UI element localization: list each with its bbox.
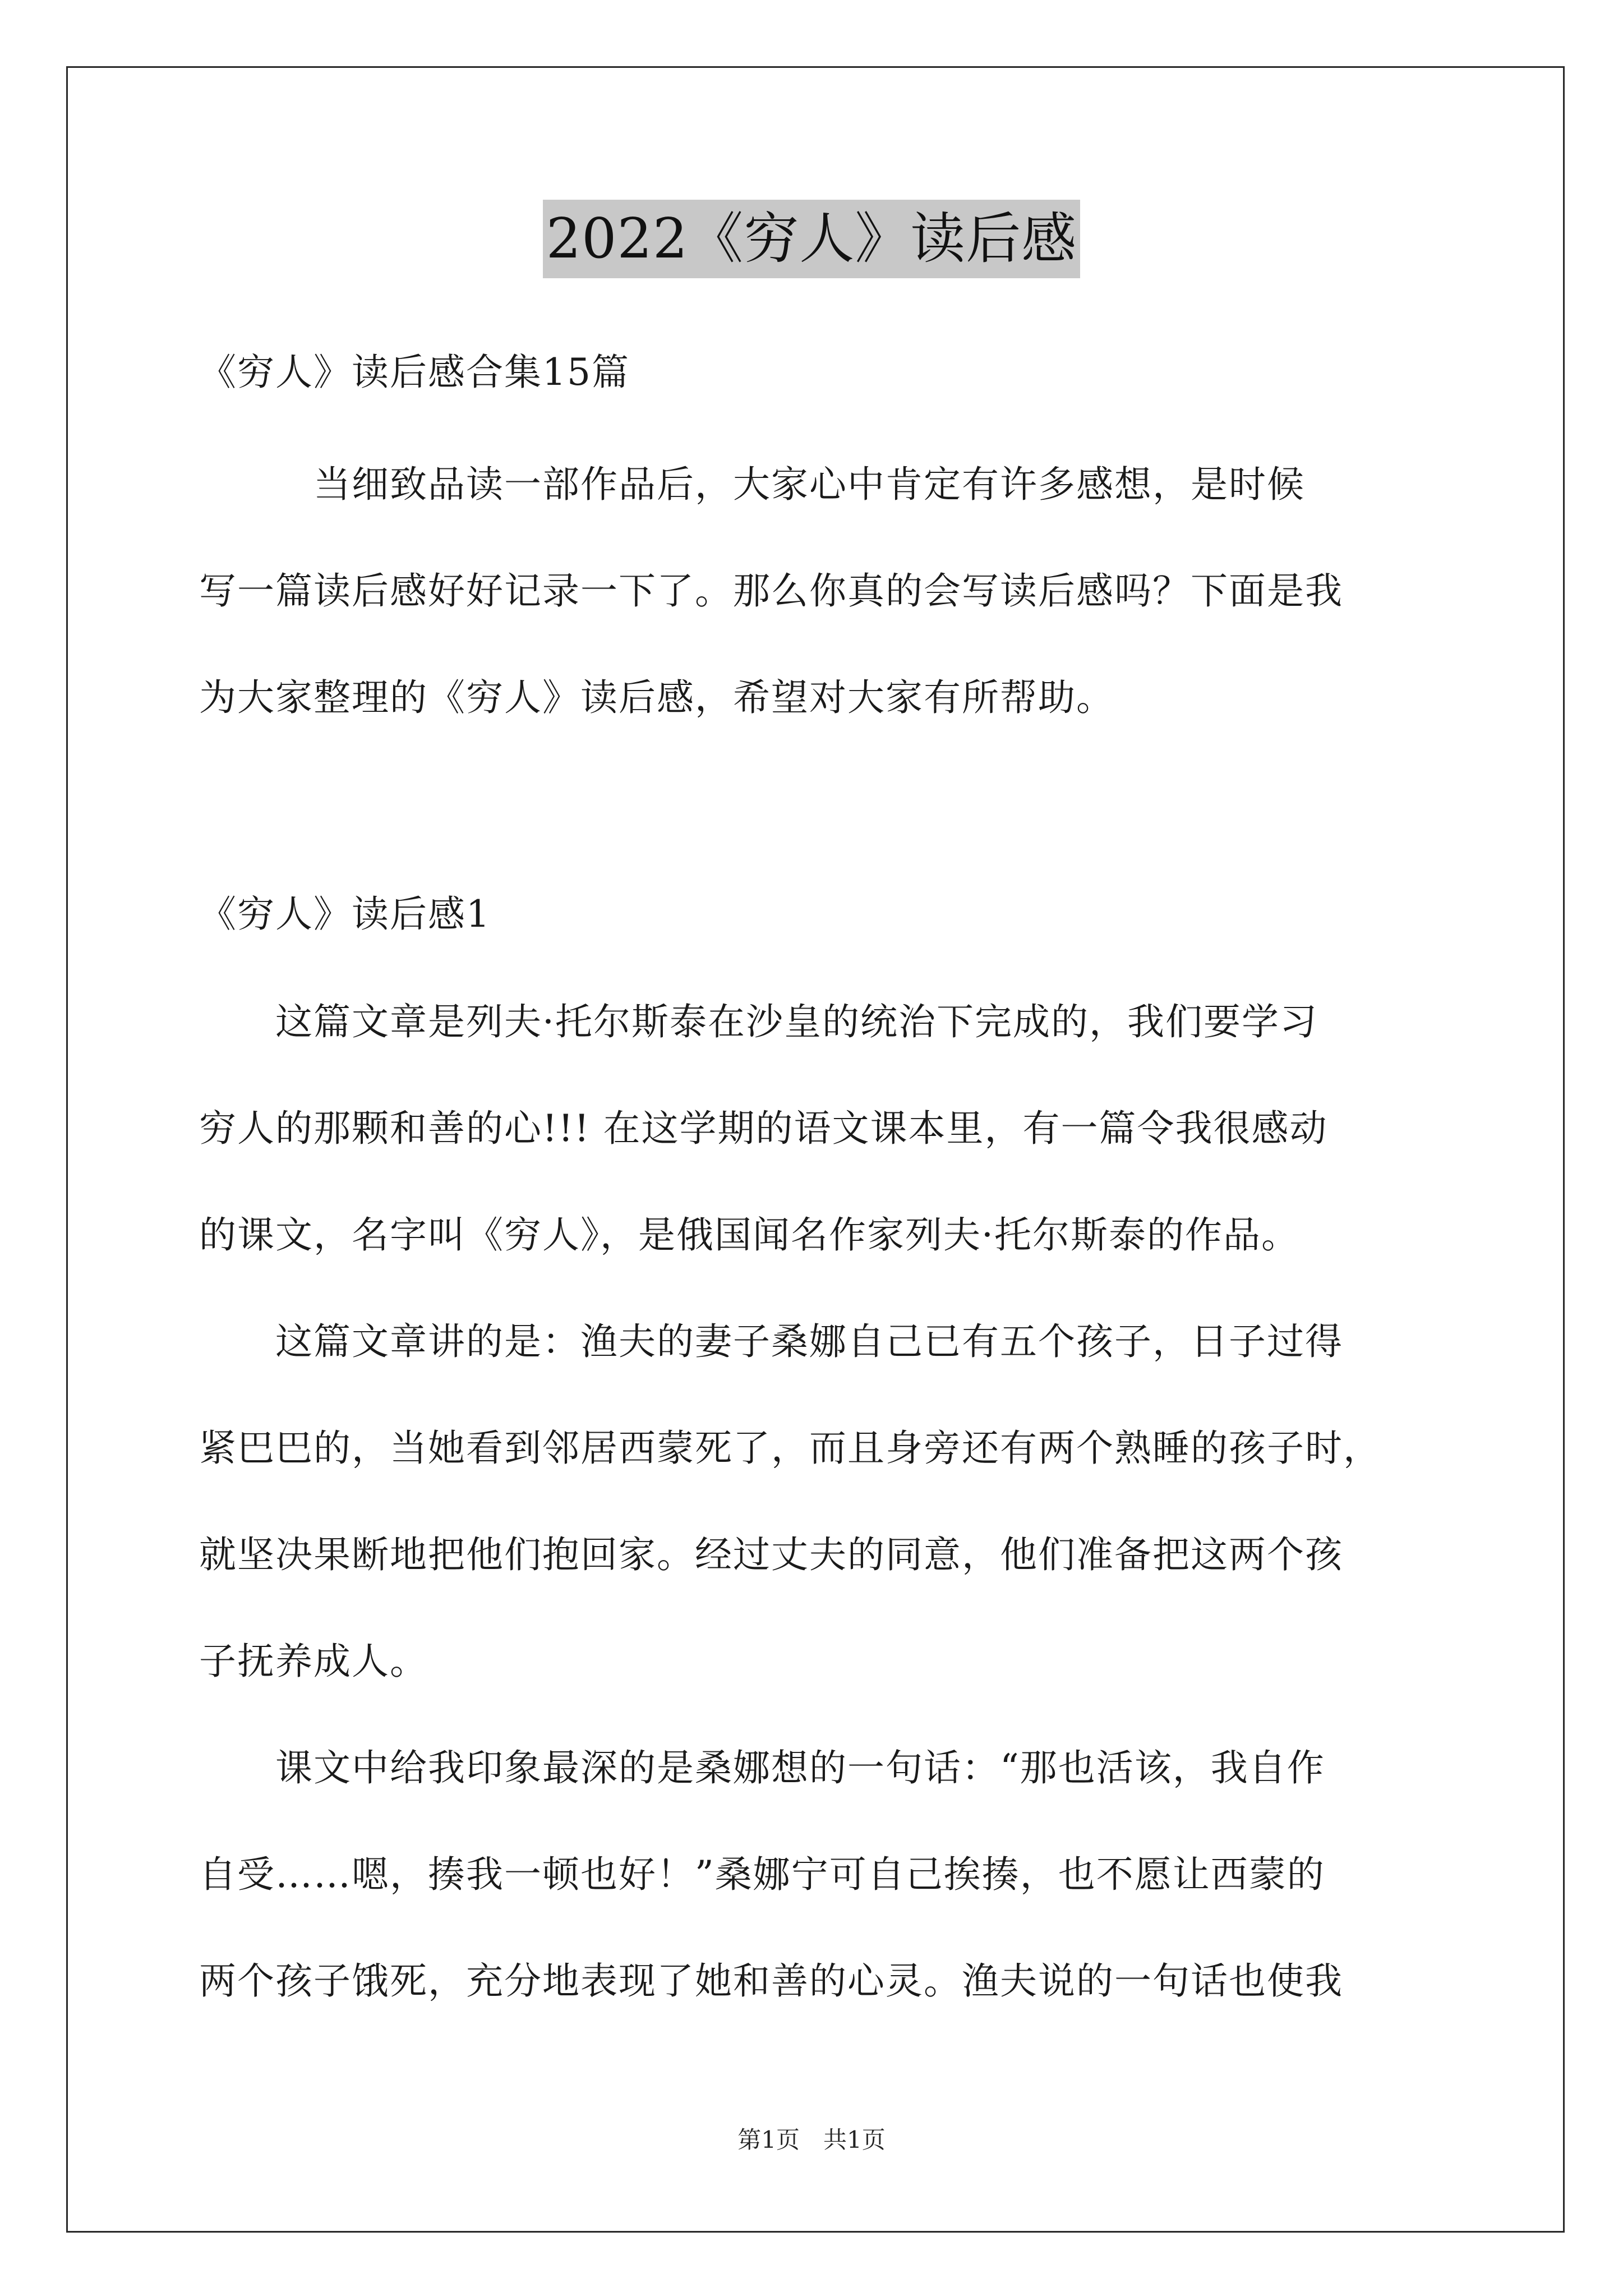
section-heading: 《穷人》读后感1 — [199, 892, 491, 936]
body-line-5: 紧巴巴的，当她看到邻居西蒙死了，而且身旁还有两个熟睡的孩子时， — [199, 1427, 1381, 1470]
body-line-4: 这篇文章讲的是：渔夫的妻子桑娜自己已有五个孩子，日子过得 — [199, 1320, 1343, 1363]
body-line-1: 这篇文章是列夫·托尔斯泰在沙皇的统治下完成的，我们要学习 — [199, 1000, 1318, 1043]
body-line-10: 两个孩子饿死，充分地表现了她和善的心灵。渔夫说的一句话也使我 — [199, 1959, 1343, 2003]
body-line-8: 课文中给我印象最深的是桑娜想的一句话：“那也活该，我自作 — [199, 1746, 1325, 1789]
intro-line-2: 写一篇读后感好好记录一下了。那么你真的会写读后感吗？下面是我 — [199, 569, 1343, 613]
intro-line-1: 当细致品读一部作品后，大家心中肯定有许多感想，是时候 — [199, 463, 1305, 506]
title-container — [0, 200, 1623, 278]
body-line-7: 子抚养成人。 — [199, 1640, 428, 1683]
subtitle-line: 《穷人》读后感合集15篇 — [199, 351, 630, 394]
body-line-3: 的课文，名字叫《穷人》，是俄国闻名作家列夫·托尔斯泰的作品。 — [199, 1213, 1299, 1257]
body-line-6: 就坚决果断地把他们抱回家。经过丈夫的同意，他们准备把这两个孩 — [199, 1533, 1343, 1576]
intro-line-3: 为大家整理的《穷人》读后感，希望对大家有所帮助。 — [199, 676, 1114, 719]
body-line-2: 穷人的那颗和善的心!!! 在这学期的语文课本里，有一篇令我很感动 — [199, 1107, 1328, 1150]
body-line-9: 自受……嗯，揍我一顿也好！”桑娜宁可自己挨揍，也不愿让西蒙的 — [199, 1853, 1325, 1896]
page-title: 2022《穷人》读后感 — [543, 200, 1080, 278]
page-footer: 第1页 共1页 — [737, 2126, 886, 2154]
